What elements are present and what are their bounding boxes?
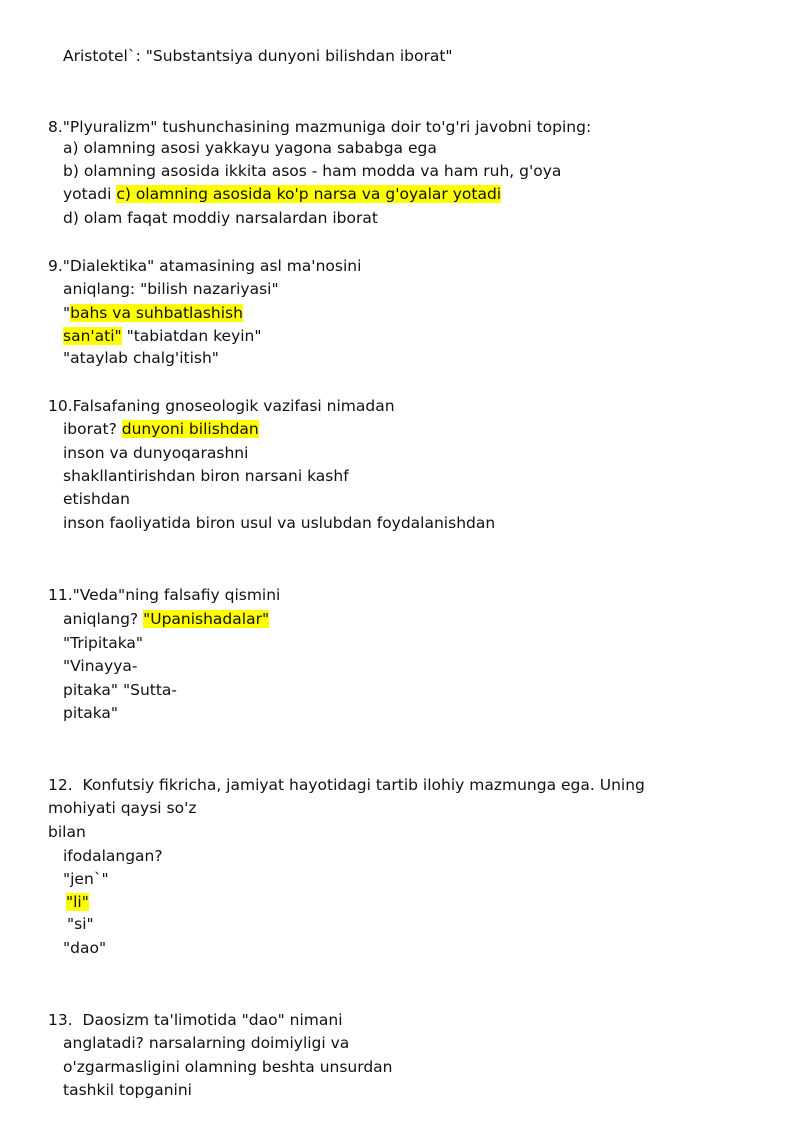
- option-text: "tabiatdan keyin": [121, 327, 262, 345]
- question-10: [48, 396, 395, 416]
- q11-line-5: pitaka" "Sutta-: [63, 681, 178, 699]
- q12-line-7: "si": [67, 915, 94, 933]
- q12-line-8: "dao": [63, 939, 107, 957]
- question-number: 8.: [48, 118, 63, 136]
- answer-d: d) olam faqat moddiy narsalardan iborat: [63, 209, 378, 227]
- q10-line-5: etishdan: [63, 490, 130, 508]
- correct-answer-highlight: dunyoni bilishdan: [121, 420, 259, 438]
- question-text: "Plyuralizm" tushunchasining mazmuniga doir to'g'ri javobni toping:: [62, 118, 592, 136]
- answer-b-tail: yotadi: [63, 185, 112, 203]
- question-8: [48, 117, 591, 137]
- question-13: [48, 1010, 343, 1030]
- q13-line-4: tashkil topganini: [63, 1081, 192, 1099]
- question-12: [48, 775, 645, 795]
- question-number: 9.: [48, 257, 63, 275]
- question-number: 13.: [48, 1011, 73, 1029]
- q11-line-2: [63, 609, 269, 629]
- answer-b-cont: [63, 184, 501, 204]
- q9-line-4: [63, 326, 262, 346]
- question-text: Daosizm ta'limotida "dao" nimani: [82, 1011, 343, 1029]
- q10-line-6: inson faoliyatida biron usul va uslubdan foydalanishdan: [63, 514, 496, 532]
- correct-answer-highlight: "li": [66, 893, 89, 911]
- q11-line-4: "Vinayya-: [63, 657, 138, 675]
- q12-line-3: bilan: [48, 823, 86, 841]
- q13-line-2: anglatadi? narsalarning doimiyligi va: [63, 1034, 350, 1052]
- q12-line-4: ifodalangan?: [63, 847, 163, 865]
- question-text-tail: iborat?: [63, 420, 122, 438]
- q9-line-2: aniqlang: "bilish nazariyasi": [63, 280, 279, 298]
- quote-mark: ": [63, 304, 71, 322]
- q10-line-4: shakllantirishdan biron narsani kashf: [63, 467, 349, 485]
- correct-answer-highlight: c) olamning asosida ko'p narsa va g'oyalar yotadi: [116, 185, 502, 203]
- question-number: 11.: [48, 586, 73, 604]
- intro-line: Aristotel`: "Substantsiya dunyoni bilishdan iborat": [63, 47, 453, 65]
- question-number: 12.: [48, 776, 73, 794]
- question-number: 10.: [48, 397, 73, 415]
- correct-answer-highlight: "Upanishadalar": [143, 610, 270, 628]
- answer-a: a) olamning asosi yakkayu yagona sababga ega: [63, 139, 437, 157]
- q10-line-3: inson va dunyoqarashni: [63, 444, 249, 462]
- correct-answer-highlight: bahs va suhbatlashish: [70, 304, 243, 322]
- q12-line-6: [66, 892, 89, 912]
- correct-answer-highlight: san'ati": [63, 327, 122, 345]
- question-text: Konfutsiy fikricha, jamiyat hayotidagi tartib ilohiy mazmunga ega. Uning: [82, 776, 645, 794]
- q9-line-5: "ataylab chalg'itish": [63, 349, 219, 367]
- q10-line-2: [63, 419, 259, 439]
- question-text: "Dialektika" atamasining asl ma'nosini: [62, 257, 362, 275]
- answer-b: b) olamning asosida ikkita asos - ham modda va ham ruh, g'oya: [63, 162, 562, 180]
- question-9: [48, 256, 361, 276]
- question-text: "Veda"ning falsafiy qismini: [72, 586, 281, 604]
- q12-line-2: mohiyati qaysi so'z: [48, 799, 197, 817]
- q9-line-3: [63, 303, 243, 323]
- q12-line-5: "jen`": [63, 870, 109, 888]
- q11-line-3: "Tripitaka": [63, 634, 144, 652]
- question-text: Falsafaning gnoseologik vazifasi nimadan: [72, 397, 395, 415]
- question-text-tail: aniqlang?: [63, 610, 144, 628]
- question-11: [48, 585, 280, 605]
- q13-line-3: o'zgarmasligini olamning beshta unsurdan: [63, 1058, 393, 1076]
- q11-line-6: pitaka": [63, 704, 119, 722]
